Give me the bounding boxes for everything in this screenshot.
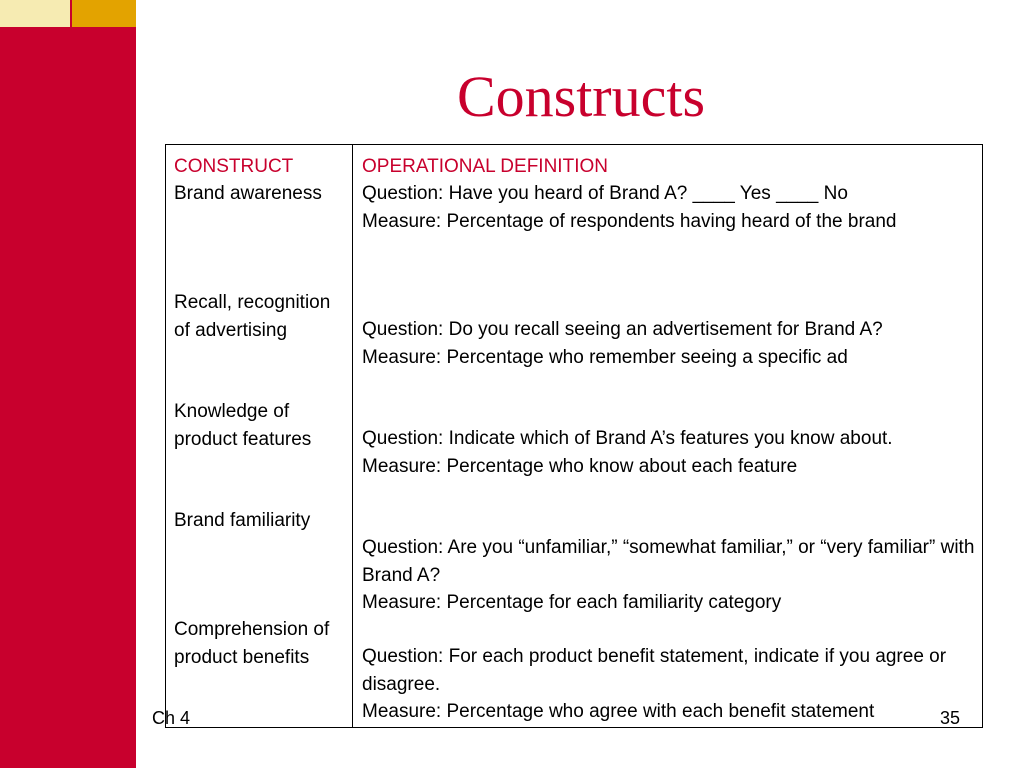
question-text: Question: Indicate which of Brand A’s features you know about. <box>362 428 893 450</box>
construct-cell-comprehension-benefits: Comprehension of product benefits <box>174 619 330 668</box>
construct-cell-recall-recognition: Recall, recognition of advertising <box>174 292 331 341</box>
construct-header: CONSTRUCT <box>174 156 294 177</box>
measure-text: Measure: Percentage who agree with each benefit statement <box>362 700 875 722</box>
question-text: Question: Do you recall seeing an advertisement for Brand A? <box>362 319 883 341</box>
definition-header: OPERATIONAL DEFINITION <box>362 156 608 177</box>
definition-column <box>362 153 976 725</box>
definition-cell-brand-awareness <box>362 180 976 316</box>
chapter-label: Ch 4 <box>152 708 191 728</box>
construct-cell-knowledge-features: Knowledge of product features <box>174 401 312 450</box>
slide-title: Constructs <box>456 64 706 129</box>
page-number: 35 <box>939 708 960 728</box>
gold-corner-block <box>72 0 136 27</box>
definition-cell-recall-recognition <box>362 316 976 425</box>
definition-cell-comprehension-benefits <box>362 643 976 725</box>
cream-corner-block <box>0 0 70 27</box>
measure-text: Measure: Percentage who remember seeing a specific ad <box>362 346 848 368</box>
definition-cell-knowledge-features <box>362 425 976 534</box>
construct-cell-brand-familiarity: Brand familiarity <box>174 510 311 532</box>
measure-text: Measure: Percentage of respondents having heard of the brand <box>362 210 897 232</box>
question-text: Question: Have you heard of Brand A? ____ Yes ____ No <box>362 183 848 205</box>
construct-column <box>174 153 346 671</box>
measure-text: Measure: Percentage for each familiarity category <box>362 591 782 613</box>
question-text: Question: Are you “unfamiliar,” “somewhat familiar,” or “very familiar” with Brand A? <box>362 537 975 586</box>
construct-cell-brand-awareness: Brand awareness <box>174 183 322 205</box>
constructs-table <box>165 144 983 728</box>
question-text: Question: For each product benefit statement, indicate if you agree or disagree. <box>362 646 947 695</box>
measure-text: Measure: Percentage who know about each feature <box>362 455 798 477</box>
column-divider <box>352 145 353 727</box>
definition-cell-brand-familiarity <box>362 534 976 643</box>
